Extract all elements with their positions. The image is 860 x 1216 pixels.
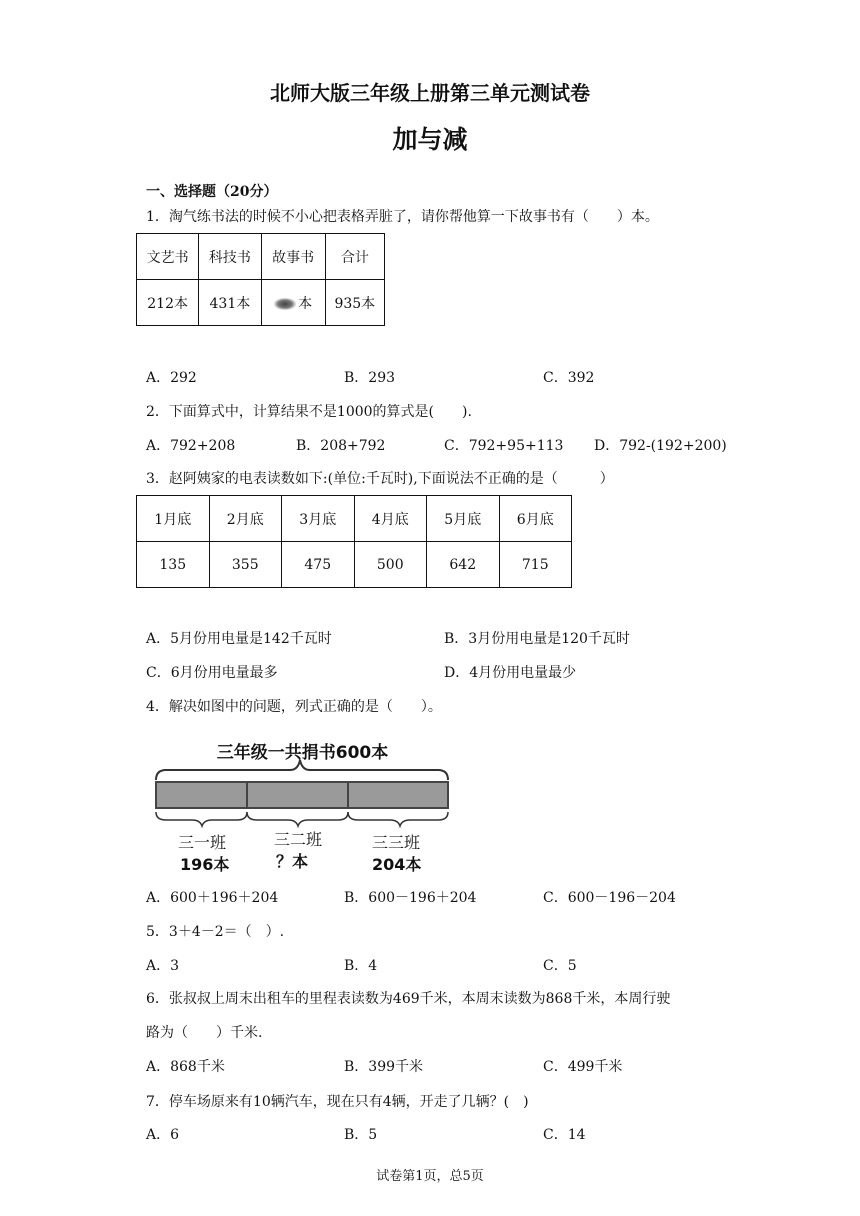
table-header: 3月底 <box>282 496 355 542</box>
bottom-brace-3 <box>348 812 448 826</box>
table-header: 故事书 <box>261 234 325 280</box>
option-a: A．5月份用电量是142千瓦时 <box>146 631 332 647</box>
page-title: 北师大版三年级上册第三单元测试卷 <box>270 81 590 105</box>
table-header: 5月底 <box>427 496 500 542</box>
bottom-brace-2 <box>247 812 348 826</box>
option-b: B．399千米 <box>344 1059 424 1075</box>
segment-diagram <box>150 730 455 880</box>
section-heading: 一、选择题（20分） <box>146 184 278 200</box>
question-5-text: 5．3＋4－2＝（ ）. <box>146 924 285 940</box>
table-header: 科技书 <box>199 234 261 280</box>
option-a: A．792+208 <box>146 438 236 454</box>
bottom-brace-1 <box>156 812 247 826</box>
option-b: B．293 <box>344 370 396 386</box>
class1-count: 196本 <box>180 855 230 874</box>
option-a: A．6 <box>146 1127 180 1143</box>
top-brace <box>156 760 448 780</box>
option-b: B．600－196＋204 <box>344 890 477 906</box>
table-header: 6月底 <box>499 496 572 542</box>
class2-count: ？本 <box>276 852 309 871</box>
question-3-text: 3．赵阿姨家的电表读数如下:(单位:千瓦时),下面说法不正确的是（ ） <box>146 471 614 487</box>
table-cell: 355 <box>209 542 282 588</box>
ink-smudge <box>274 298 296 310</box>
option-b: B．5 <box>344 1127 378 1143</box>
table-header: 文艺书 <box>137 234 199 280</box>
table-cell-unit: 本 <box>298 295 313 312</box>
option-b: B．208+792 <box>296 438 386 454</box>
class1-label: 三一班 <box>178 833 227 852</box>
option-a: A．292 <box>146 370 197 386</box>
option-c: C．6月份用电量最多 <box>146 665 278 681</box>
class3-label: 三三班 <box>372 833 421 852</box>
class3-count: 204本 <box>372 855 422 874</box>
page-footer: 试卷第1页，总5页 <box>376 1169 484 1184</box>
option-c: C．600－196－204 <box>543 890 676 906</box>
table-cell: 135 <box>137 542 210 588</box>
table-header: 4月底 <box>354 496 427 542</box>
diagram-total-label: 三年级一共捐书600本 <box>216 743 389 763</box>
option-c: C．792+95+113 <box>444 438 564 454</box>
table-header: 2月底 <box>209 496 282 542</box>
page-subtitle: 加与减 <box>392 125 468 154</box>
table-cell: 642 <box>427 542 500 588</box>
question-1-text: 1．淘气练书法的时候不小心把表格弄脏了，请你帮他算一下故事书有（ ）本。 <box>146 209 659 225</box>
table-cell: 715 <box>499 542 572 588</box>
option-c: C．5 <box>543 958 577 974</box>
table-cell: 431本 <box>199 280 261 326</box>
table-cell: 212本 <box>137 280 199 326</box>
question-2-text: 2．下面算式中，计算结果不是1000的算式是( ). <box>146 404 472 420</box>
option-d: D．792-(192+200) <box>594 438 727 454</box>
q1-table <box>136 233 385 326</box>
option-b: B．4 <box>344 958 378 974</box>
question-4-text: 4．解决如图中的问题，列式正确的是（ ）。 <box>146 699 442 715</box>
option-c: C．392 <box>543 370 595 386</box>
table-cell-smudged <box>261 280 325 326</box>
q3-table <box>136 495 572 588</box>
option-a: A．868千米 <box>146 1059 225 1075</box>
total-bar <box>156 782 448 808</box>
question-6-text: 6．张叔叔上周末出租车的里程表读数为469千米，本周末读数为868千米，本周行驶 <box>146 991 671 1007</box>
table-cell: 475 <box>282 542 355 588</box>
option-a: A．3 <box>146 958 180 974</box>
question-6-text-continued: 路为（ ）千米. <box>146 1025 263 1041</box>
option-d: D．4月份用电量最少 <box>444 665 577 681</box>
question-7-text: 7．停车场原来有10辆汽车，现在只有4辆，开走了几辆？( ) <box>146 1094 529 1110</box>
table-header: 合计 <box>325 234 384 280</box>
option-a: A．600＋196＋204 <box>146 890 279 906</box>
option-b: B．3月份用电量是120千瓦时 <box>444 631 630 647</box>
option-c: C．14 <box>543 1127 586 1143</box>
class2-label: 三二班 <box>274 830 323 849</box>
table-cell: 500 <box>354 542 427 588</box>
table-header: 1月底 <box>137 496 210 542</box>
option-c: C．499千米 <box>543 1059 623 1075</box>
table-cell: 935本 <box>325 280 384 326</box>
